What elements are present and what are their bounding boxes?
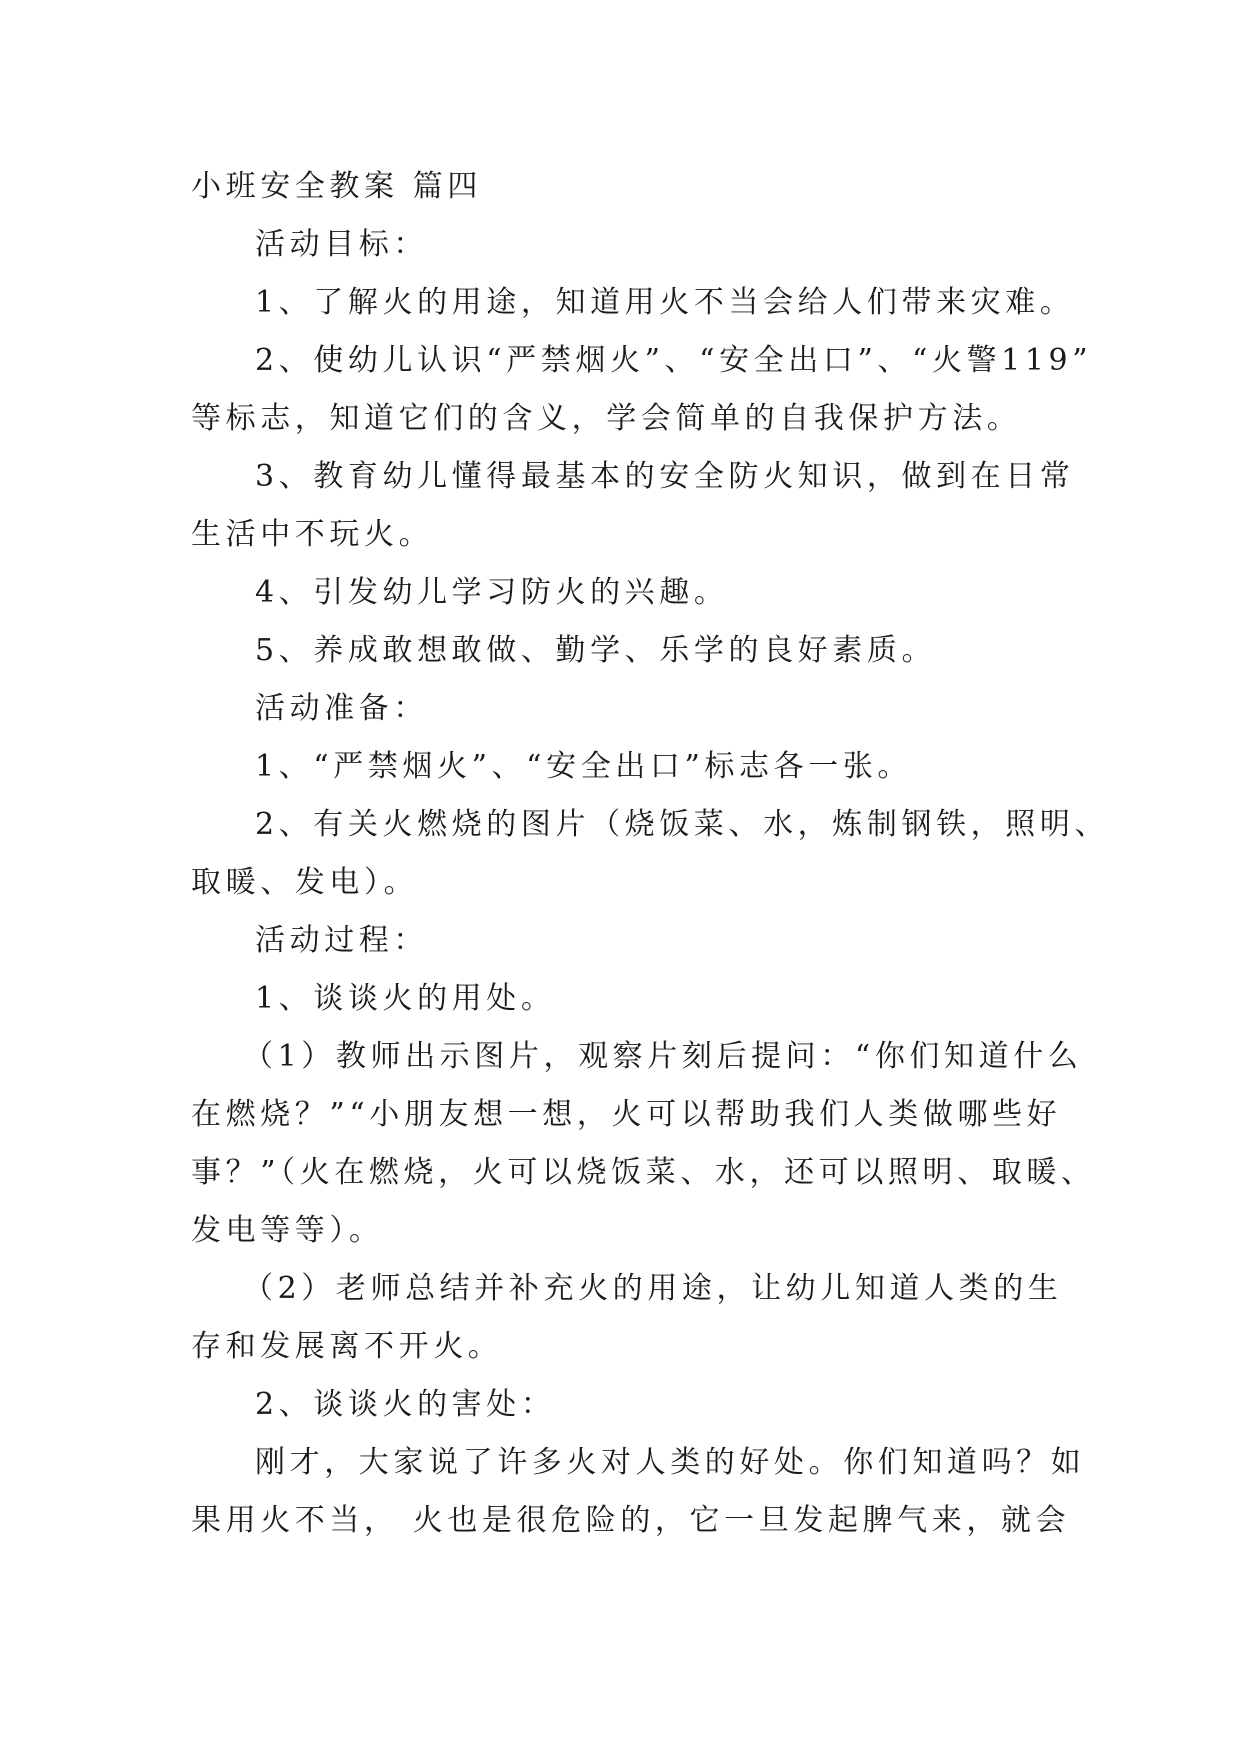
- paragraph-line: 刚才，大家说了许多火对人类的好处。你们知道吗？如: [255, 1445, 1086, 1480]
- paragraph-line: 4、引发幼儿学习防火的兴趣。: [255, 575, 729, 610]
- paragraph-line: 发电等等）。: [191, 1213, 384, 1248]
- paragraph-line: 1、了解火的用途，知道用火不当会给人们带来灾难。: [255, 285, 1075, 320]
- paragraph-line: 等标志，知道它们的含义，学会简单的自我保护方法。: [191, 401, 1022, 436]
- paragraph-line: 2、有关火燃烧的图片（烧饭菜、水，炼制钢铁，照明、: [255, 807, 1110, 842]
- paragraph-line: 活动过程：: [255, 923, 428, 958]
- paragraph-line: 活动目标：: [255, 227, 428, 262]
- paragraph-line: 3、教育幼儿懂得最基本的安全防火知识，做到在日常: [255, 459, 1075, 494]
- document-body: [191, 158, 1110, 1550]
- paragraph-line: （2）老师总结并补充火的用途，让幼儿知道人类的生: [243, 1271, 1063, 1306]
- paragraph-line: 2、谈谈火的害处：: [255, 1387, 556, 1422]
- paragraph-line: 5、养成敢想敢做、勤学、乐学的良好素质。: [255, 633, 937, 668]
- paragraph-line: （1）教师出示图片，观察片刻后提问：“你们知道什么: [243, 1039, 1083, 1074]
- paragraph-line: 在燃烧？”“小朋友想一想，火可以帮助我们人类做哪些好: [191, 1097, 1062, 1132]
- paragraph-line: 1、谈谈火的用处。: [255, 981, 556, 1016]
- paragraph-line: 生活中不玩火。: [191, 517, 434, 552]
- paragraph-line: 存和发展离不开火。: [191, 1329, 503, 1364]
- paragraph-line: 1、“严禁烟火”、“安全出口”标志各一张。: [255, 749, 913, 784]
- paragraph-line: 活动准备：: [255, 691, 428, 726]
- paragraph-line: 果用火不当， 火也是很危险的，它一旦发起脾气来，就会: [191, 1503, 1071, 1538]
- paragraph-line: 取暖、发电）。: [191, 865, 419, 900]
- paragraph-line: 事？”（火在燃烧，火可以烧饭菜、水，还可以照明、取暖、: [191, 1155, 1096, 1190]
- paragraph-line: 2、使幼儿认识“严禁烟火”、“安全出口”、“火警119”: [255, 343, 1093, 378]
- document-title: 小班安全教案 篇四: [191, 169, 482, 204]
